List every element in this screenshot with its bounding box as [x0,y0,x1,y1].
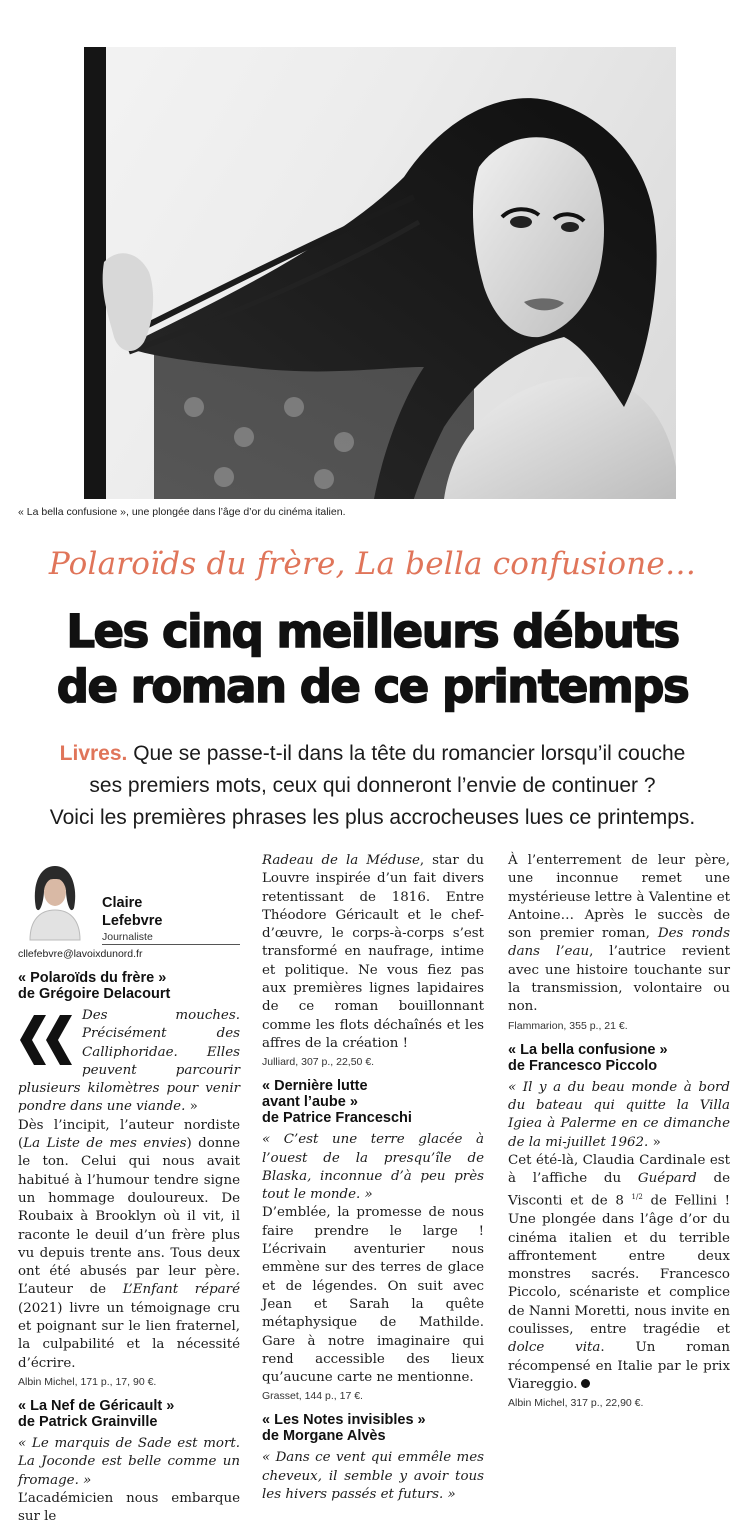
standfirst-line-1: Que se passe-t-il dans la tête du romancier lorsqu’il couche [127,742,686,765]
article-2-quote: « Le marquis de Sade est mort. La Joconde est belle comme un fromage. » [18,1435,240,1488]
woman-portrait-illustration [84,47,676,499]
photo-caption: « La bella confusione », une plongée dans l’âge d’or du cinéma italien. [18,506,346,518]
end-of-article-bullet-icon [581,1379,590,1388]
headline-line-1: Les cinq meilleurs débuts [66,605,679,658]
article-1-ref: Albin Michel, 171 p., 17, 90 €. [18,1375,157,1388]
standfirst [0,738,745,834]
article-4-ref: Flammarion, 355 p., 21 €. [508,1019,628,1032]
standfirst-line-3: Voici les premières phrases les plus accrocheuses lues ce printemps. [49,806,696,829]
column-1 [18,852,240,1526]
author-block [18,852,240,948]
article-5-ref: Albin Michel, 317 p., 22,90 €. [508,1397,644,1410]
section-tag: Livres. [59,742,128,765]
article-3-quote: « C’est une terre glacée à l’ouest de la presqu’île de Blaska, inconnue d’à peu près tout le monde. » [262,1132,484,1203]
big-quote-mark-icon [18,1013,76,1067]
article-4-body: À l’enterrement de leur père, une inconnue remet une mystérieuse lettre à Valentine et Antoine… Après le succès de son premier roman, Des ronds dans l’eau, l’autrice revient avec une histoire touchante sur la transmission, volontaire ou non. [508,853,730,1015]
column-3 [508,852,730,1419]
author-role: Journaliste [102,931,153,943]
author-email[interactable]: cllefebvre@lavoixdunord.fr [18,948,143,960]
author-avatar [22,860,88,940]
article-2-body-start: L’académicien nous embarque sur le [18,1490,240,1525]
article-2-title: « La Nef de Géricault » de Patrick Grainville [18,1397,175,1430]
article-3-title: « Dernière lutte avant l’aube » de Patrice Franceschi [262,1078,412,1127]
author-name: Claire Lefebvre [102,895,163,929]
article-4-title: « Les Notes invisibles » de Morgane Alvès [262,1412,426,1445]
hero-photo [84,47,676,499]
column-2 [262,852,484,1504]
article-5-body: Cet été-là, Claudia Cardinale est à l’affiche du Guépard de Visconti et de 8 $^{1/2}$ de Fellini ! Une plongée dans l’âge d’or du cinéma italien et du terrible affrontement entre deux monstres sacrés. Francesco Piccolo, scénariste et complice de Nanni Moretti, nous invite en coulisses, entre tragédie et dolce vita. Un roman récompensé en Italie par le prix Viareggio. [508,1152,730,1392]
article-5-quote: « Il y a du beau monde à bord du bateau qui quitte la Villa Igiea à Palerme en ce dimanche de la mi-juillet 1962. » [508,1079,730,1150]
article-3-ref: Grasset, 144 p., 17 €. [262,1390,363,1403]
article-1-quote: Des mouches. Précisément des Calliphoridae. Elles peuvent parcourir plusieurs kilomètres pour venir pondre dans une viande. [18,1008,240,1115]
article-1-body: Des mouches. Précisément des Calliphoridae. Elles peuvent parcourir plusieurs kilomètres pour venir pondre dans une viande. » Dès l’incipit, l’auteur nordiste (La Liste de mes envies) donne le ton. Celui qui nous avait habitué à l’humour tendre signe un hommage douloureux. De Roubaix à Brooklyn où il vit, il raconte le deuil d’un frère plus vu depuis trente ans. Tous deux ont été abusés par leur père. L’auteur de L’Enfant réparé (2021) livre un témoignage cru et poignant sur le lien fraternel, la culpabilité et la nécessité d’écrire. [18,1008,240,1371]
kicker: Polaroïds du frère, La bella confusione… [48,546,697,582]
article-2-body-cont: Radeau de la Méduse, star du Louvre inspirée d’un fait divers retentissant de 1816. Entre Théodore Géricault et le chef-d’œuvre, le corps-à-corps s’est transformé en naufrage, intime et politique. Ne vous fiez pas aux premières lignes lapidaires de ce roman bouillonnant comme les flots déchaînés et les affres de la création ! [262,853,484,1051]
standfirst-line-2: ses premiers mots, ceux qui donneront l’envie de continuer ? [89,774,656,797]
article-1-title: « Polaroïds du frère » de Grégoire Delacourt [18,970,171,1002]
article-4-quote: « Dans ce vent qui emmêle mes cheveux, il semble y avoir tous les hivers passés et futurs. » [262,1450,484,1503]
author-divider [102,944,240,945]
article-3-body: D’emblée, la promesse de nous faire prendre le large ! L’écrivain aventurier nous emmène sur des terres de glace et de légendes. On suit avec Jean et Sarah la quête métaphysique de Mathilde. Gare à notre imaginaire qui rend accessible des lieux qu’aucune carte ne mentionne. [262,1205,484,1386]
article-5-title: « La bella confusione » de Francesco Piccolo [508,1041,668,1074]
headline-line-2: de roman de ce printemps [56,660,689,713]
article-2-ref: Julliard, 307 p., 22,50 €. [262,1056,375,1069]
headline [0,604,745,714]
